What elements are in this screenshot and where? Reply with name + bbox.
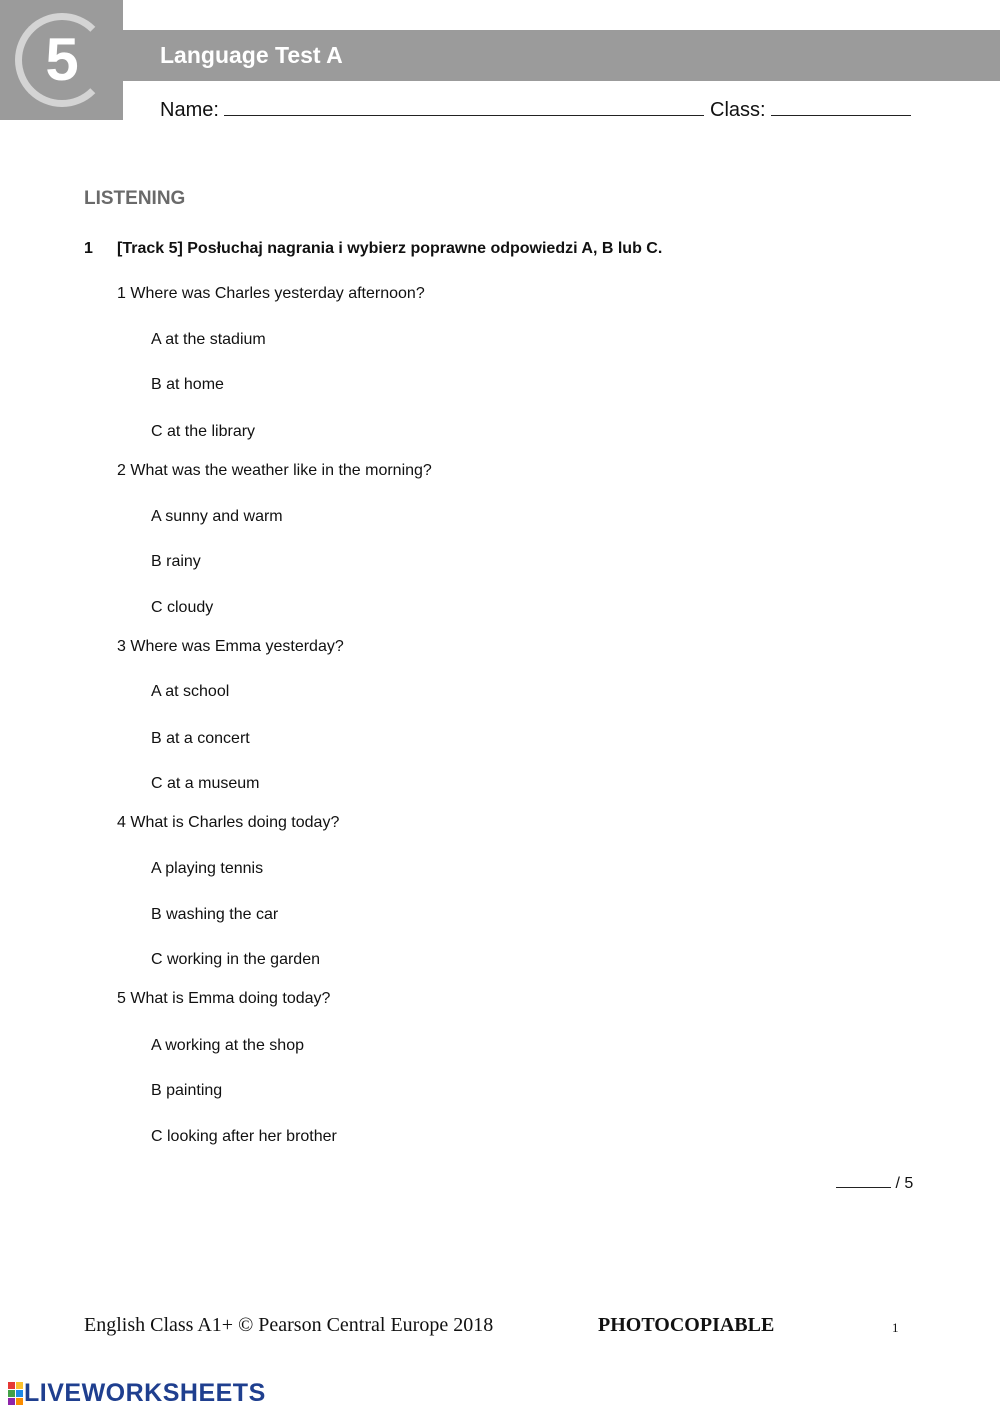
option-4a[interactable]: A playing tennis: [151, 860, 264, 877]
class-field[interactable]: [771, 99, 911, 116]
name-label: Name:: [160, 99, 219, 121]
option-2b[interactable]: B rainy: [151, 553, 201, 570]
option-5c[interactable]: C looking after her brother: [151, 1128, 337, 1145]
liveworksheets-watermark: LIVEWORKSHEETS: [24, 1379, 266, 1407]
task-instruction: [Track 5] Posłuchaj nagrania i wybierz poprawne odpowiedzi A, B lub C.: [117, 240, 663, 257]
liveworksheets-logo-icon: [8, 1382, 24, 1406]
name-class-line: [160, 99, 911, 122]
option-3c[interactable]: C at a museum: [151, 775, 260, 792]
name-field[interactable]: [224, 99, 704, 116]
option-1b[interactable]: B at home: [151, 376, 224, 393]
option-2a[interactable]: A sunny and warm: [151, 508, 283, 525]
option-1c[interactable]: C at the library: [151, 423, 256, 440]
footer-copyright: English Class A1+ © Pearson Central Europe 2018: [84, 1314, 494, 1336]
option-5a[interactable]: A working at the shop: [151, 1037, 304, 1054]
question-1: 1 Where was Charles yesterday afternoon?: [117, 285, 425, 302]
unit-number: 5: [45, 26, 79, 93]
section-heading: LISTENING: [84, 188, 186, 209]
score-field[interactable]: [836, 1173, 891, 1188]
class-label: Class:: [710, 99, 766, 121]
score-line: [836, 1173, 913, 1193]
option-1a[interactable]: A at the stadium: [151, 331, 266, 348]
score-total: / 5: [891, 1175, 914, 1192]
question-5: 5 What is Emma doing today?: [117, 990, 331, 1007]
page-title: Language Test A: [160, 42, 343, 68]
option-4c[interactable]: C working in the garden: [151, 951, 320, 968]
option-5b[interactable]: B painting: [151, 1082, 223, 1099]
title-bar: [123, 30, 1000, 81]
question-4: 4 What is Charles doing today?: [117, 814, 340, 831]
question-2: 2 What was the weather like in the morning?: [117, 462, 432, 479]
unit-badge: [0, 0, 123, 120]
question-3: 3 Where was Emma yesterday?: [117, 638, 344, 655]
page-number: 1: [892, 1320, 899, 1335]
task-number: 1: [84, 240, 93, 257]
option-2c[interactable]: C cloudy: [151, 599, 214, 616]
option-4b[interactable]: B washing the car: [151, 906, 279, 923]
footer-photocopiable: PHOTOCOPIABLE: [598, 1314, 775, 1336]
option-3b[interactable]: B at a concert: [151, 730, 250, 747]
option-3a[interactable]: A at school: [151, 683, 230, 700]
